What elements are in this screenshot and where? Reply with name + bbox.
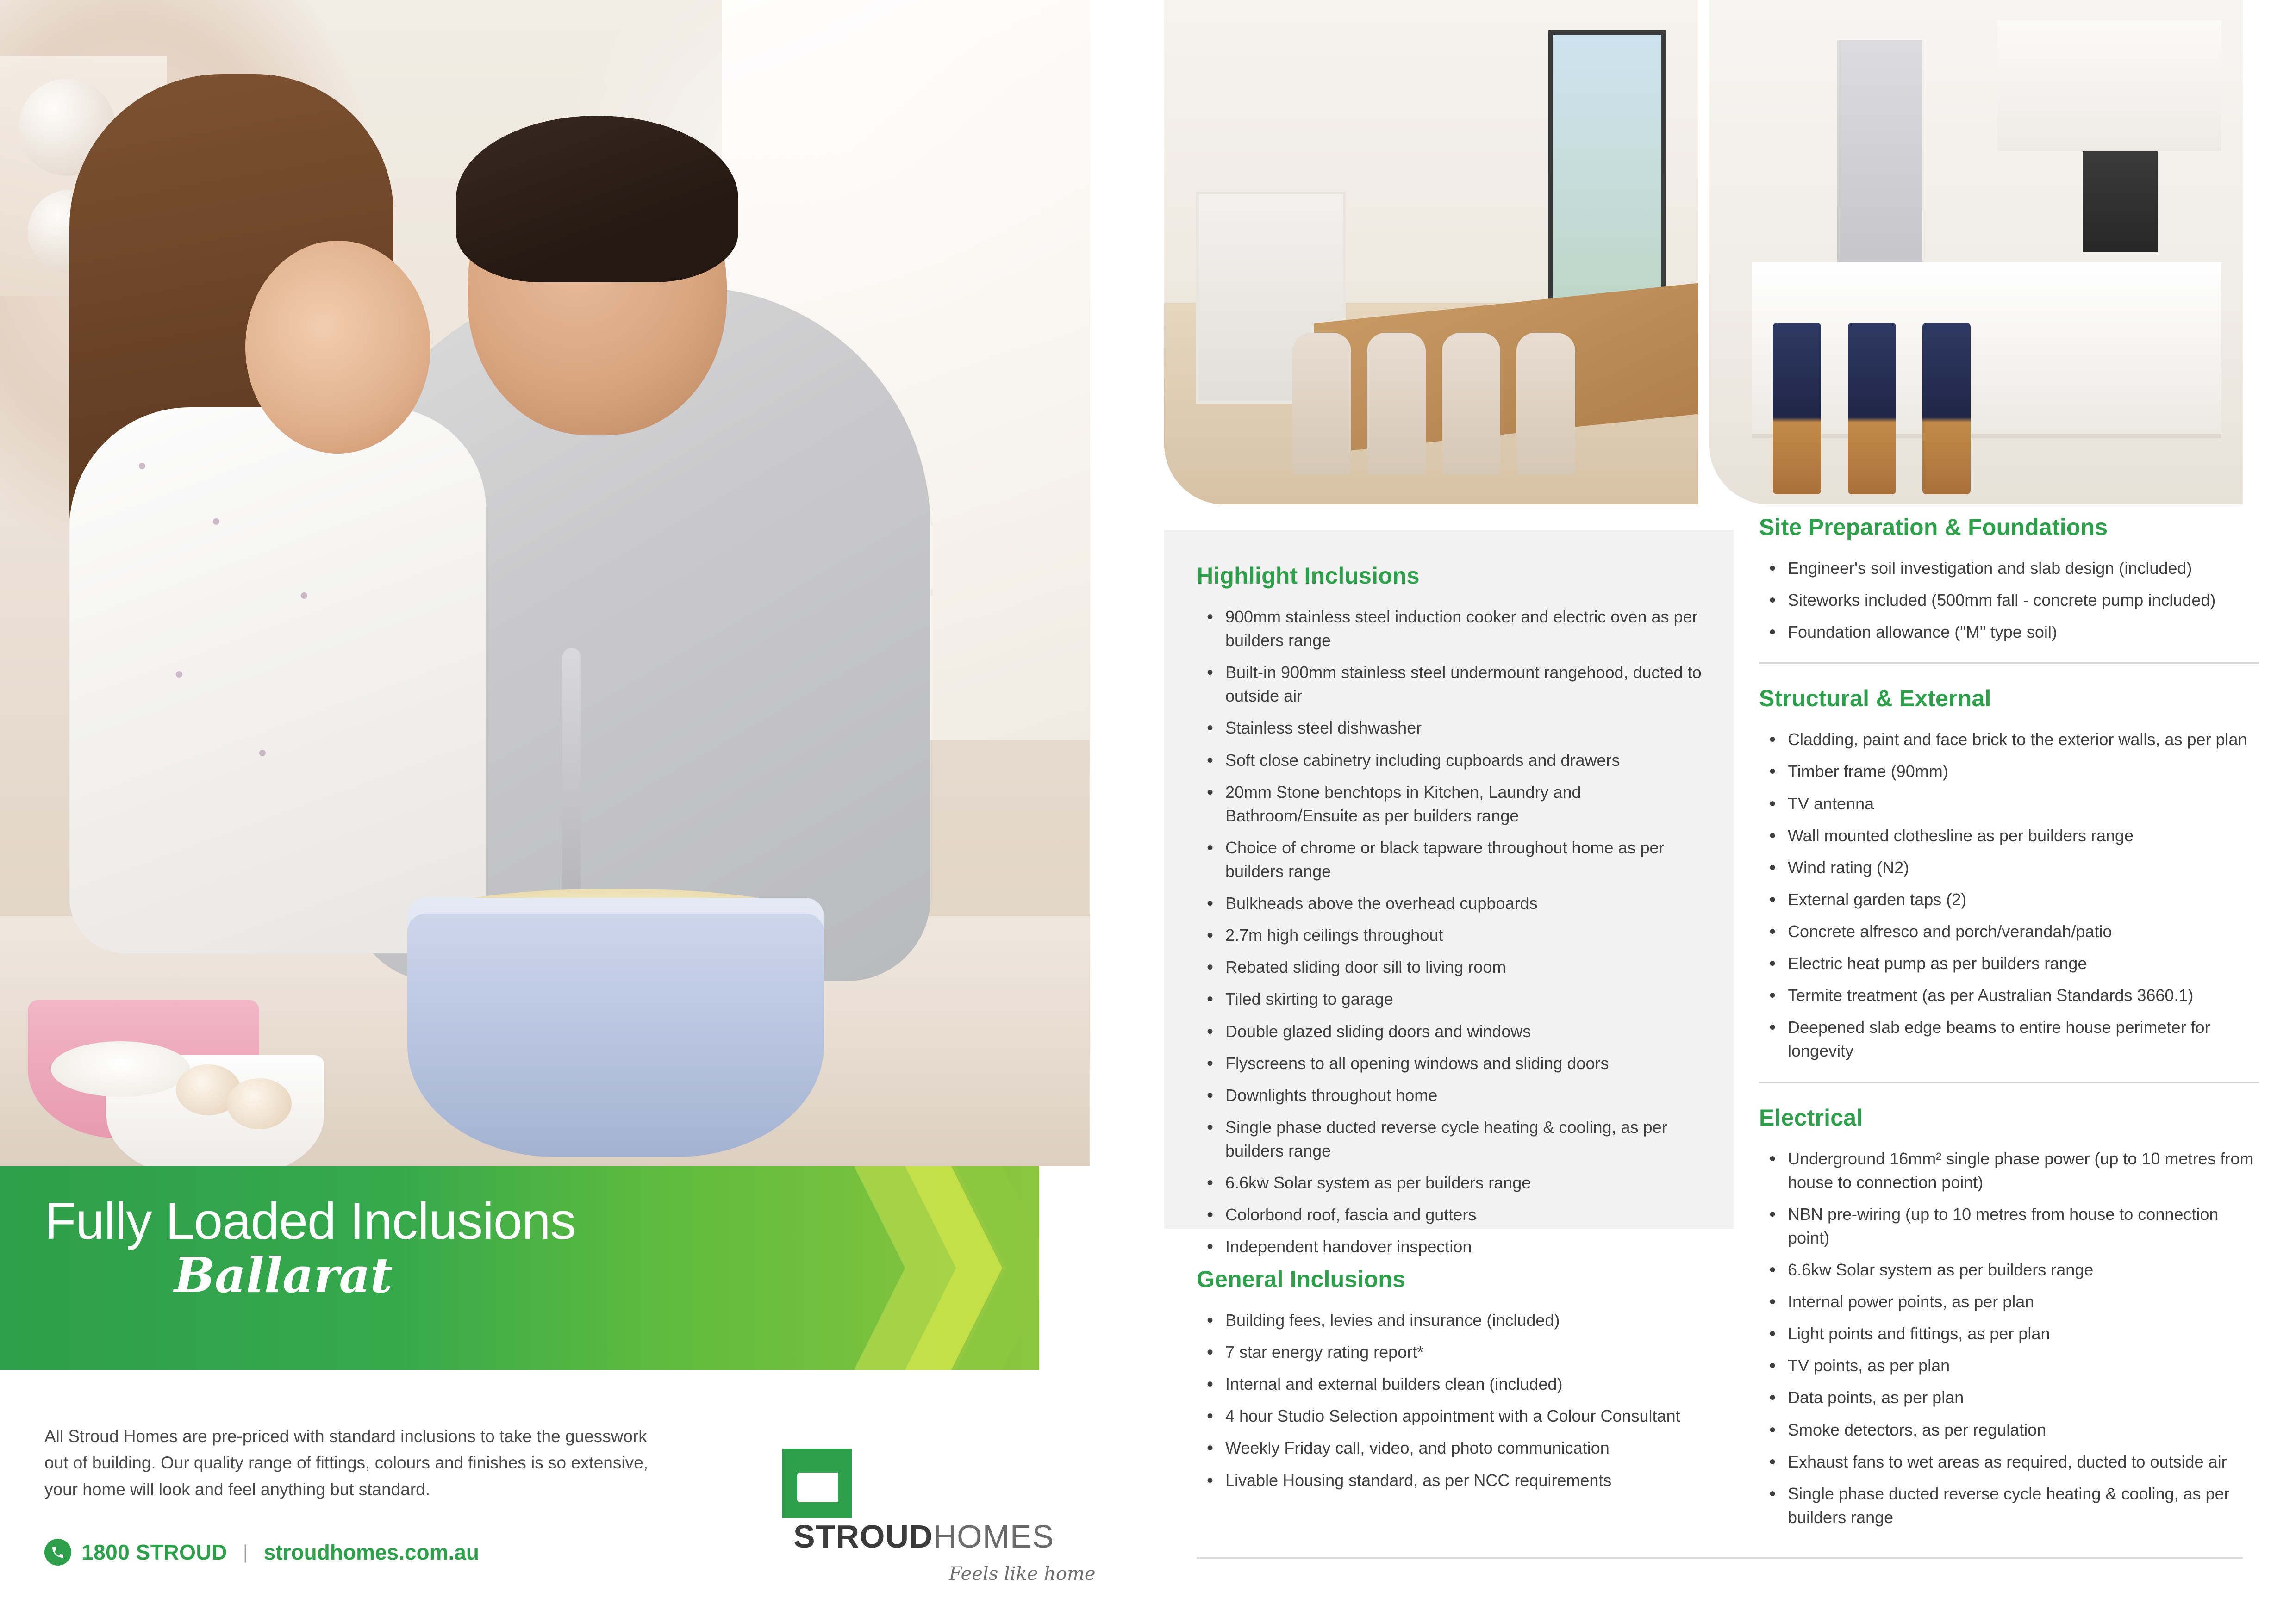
section-electrical — [1759, 1104, 2259, 1529]
list-item: • 900mm stainless steel induction cooker and electric oven as per builders range — [1197, 605, 1703, 652]
kitchen-photo — [1709, 0, 2243, 504]
list-item: • External garden taps (2) — [1759, 888, 2259, 911]
list-item: • Built-in 900mm stainless steel undermount rangehood, ducted to outside air — [1197, 660, 1703, 708]
list-item: • Foundation allowance ("M" type soil) — [1759, 620, 2259, 644]
list-item: • Timber frame (90mm) — [1759, 759, 2259, 783]
list-item: • Bulkheads above the overhead cupboards — [1197, 891, 1703, 915]
list-item: • Siteworks included (500mm fall - concrete pump included) — [1759, 588, 2259, 612]
list-item: • 2.7m high ceilings throughout — [1197, 923, 1703, 947]
list-item: • Light points and fittings, as per plan — [1759, 1322, 2259, 1345]
highlight-inclusions-list — [1197, 605, 1703, 1258]
section-general-inclusions — [1197, 1266, 1710, 1500]
stroud-logo-mark — [782, 1449, 852, 1518]
chevron-graphic — [752, 1166, 1039, 1370]
section-title-general-inclusions: General Inclusions — [1197, 1266, 1405, 1292]
electrical-list — [1759, 1147, 2259, 1529]
list-item: • 6.6kw Solar system as per builders range — [1197, 1171, 1703, 1194]
general-inclusions-list — [1197, 1308, 1710, 1492]
hero-dress-dot — [213, 518, 219, 525]
title-banner — [0, 1166, 1039, 1370]
list-item: • Building fees, levies and insurance (included) — [1197, 1308, 1710, 1332]
hero-dress-dot — [139, 463, 145, 469]
list-item: • Independent handover inspection — [1197, 1235, 1703, 1258]
kitchen-photo-upper-cabinets — [1997, 20, 2221, 151]
section-highlight-inclusions — [1197, 562, 1703, 1267]
kitchen-photo-stool — [1848, 323, 1896, 495]
list-item: • NBN pre-wiring (up to 10 metres from house to connection point) — [1759, 1202, 2259, 1250]
list-item: • Underground 16mm² single phase power (up to 10 metres from house to connection point) — [1759, 1147, 2259, 1194]
list-item: • 6.6kw Solar system as per builders range — [1759, 1258, 2259, 1281]
dining-photo-chair — [1442, 333, 1501, 474]
page-subtitle-location: Ballarat — [174, 1246, 393, 1304]
list-item: • Internal and external builders clean (included) — [1197, 1372, 1710, 1396]
stroud-homes-logo — [782, 1449, 1097, 1585]
list-item: • Flyscreens to all opening windows and sliding doors — [1197, 1051, 1703, 1075]
logo-homes-text: HOMES — [933, 1518, 1054, 1555]
list-item: • Wall mounted clothesline as per builders range — [1759, 824, 2259, 847]
section-site-preparation-foundations — [1759, 514, 2259, 644]
section-title-highlight-inclusions: Highlight Inclusions — [1197, 563, 1420, 589]
list-item: • 20mm Stone benchtops in Kitchen, Laundry and Bathroom/Ensuite as per builders range — [1197, 780, 1703, 827]
contact-divider: | — [243, 1541, 248, 1563]
list-item: • 7 star energy rating report* — [1197, 1340, 1710, 1364]
intro-blurb: All Stroud Homes are pre-priced with standard inclusions to take the guesswork out of building. Our quality range of fittings, colours and finishes is so extensive, your home will look and feel anything but standard. — [44, 1427, 648, 1499]
section-title-electrical: Electrical — [1759, 1104, 1863, 1131]
kitchen-photo-oven — [2083, 151, 2157, 252]
hero-dress-dot — [259, 750, 266, 756]
hero-flour — [51, 1041, 190, 1097]
list-item: • Data points, as per plan — [1759, 1386, 2259, 1409]
list-item: • Colorbond roof, fascia and gutters — [1197, 1203, 1703, 1226]
list-item: • Double glazed sliding doors and windows — [1197, 1020, 1703, 1043]
section-structural-external — [1759, 685, 2259, 1063]
hero-girl-dress — [69, 407, 486, 953]
list-item: • Engineer's soil investigation and slab design (included) — [1759, 556, 2259, 580]
bottom-divider — [1197, 1557, 2243, 1559]
hero-whisk — [562, 648, 581, 898]
section-title-site-preparation: Site Preparation & Foundations — [1759, 514, 2108, 540]
hero-dress-dot — [301, 592, 307, 599]
contact-row — [44, 1539, 479, 1566]
list-item: • Choice of chrome or black tapware throughout home as per builders range — [1197, 836, 1703, 883]
logo-stroud-text: STROUD — [793, 1518, 933, 1555]
hero-girl-face — [245, 241, 430, 454]
dining-photo-chair — [1367, 333, 1426, 474]
section-title-structural-external: Structural & External — [1759, 685, 1991, 712]
logo-tagline: Feels like home — [949, 1563, 1096, 1585]
page-title: Fully Loaded Inclusions — [44, 1192, 576, 1250]
dining-room-photo — [1164, 0, 1698, 504]
list-item: • Deepened slab edge beams to entire house perimeter for longevity — [1759, 1015, 2259, 1063]
kitchen-photo-fridge — [1837, 40, 1922, 282]
list-item: • Smoke detectors, as per regulation — [1759, 1418, 2259, 1442]
photo-row — [1164, 0, 2243, 504]
kitchen-photo-stool — [1922, 323, 1971, 495]
contact-website[interactable]: stroudhomes.com.au — [263, 1540, 479, 1564]
list-item: • Soft close cabinetry including cupboards and drawers — [1197, 748, 1703, 772]
list-item: • Termite treatment (as per Australian Standards 3660.1) — [1759, 983, 2259, 1007]
list-item: • TV antenna — [1759, 792, 2259, 815]
phone-icon — [44, 1539, 71, 1566]
hero-photo — [0, 0, 1090, 1166]
kitchen-photo-island-bench — [1752, 262, 2221, 434]
list-item: • Electric heat pump as per builders range — [1759, 951, 2259, 975]
dining-photo-chair — [1292, 333, 1351, 474]
list-item: • Rebated sliding door sill to living room — [1197, 955, 1703, 979]
list-item: • Downlights throughout home — [1197, 1083, 1703, 1107]
hero-mixing-bowl — [407, 898, 824, 1157]
list-item: • Internal power points, as per plan — [1759, 1290, 2259, 1313]
list-item: • Tiled skirting to garage — [1197, 987, 1703, 1011]
dining-photo-chair — [1516, 333, 1575, 474]
divider — [1759, 1082, 2259, 1083]
right-inner-column — [1759, 514, 2259, 1537]
hero-dress-dot — [176, 671, 182, 678]
list-item: • Livable Housing standard, as per NCC requirements — [1197, 1468, 1710, 1492]
list-item: • 4 hour Studio Selection appointment with a Colour Consultant — [1197, 1404, 1710, 1428]
list-item: • Exhaust fans to wet areas as required, ducted to outside air — [1759, 1450, 2259, 1474]
structural-external-list — [1759, 728, 2259, 1063]
list-item: • Single phase ducted reverse cycle heating & cooling, as per builders range — [1759, 1482, 2259, 1529]
list-item: • Cladding, paint and face brick to the exterior walls, as per plan — [1759, 728, 2259, 751]
list-item: • TV points, as per plan — [1759, 1354, 2259, 1377]
list-item: • Weekly Friday call, video, and photo communication — [1197, 1436, 1710, 1460]
contact-phone[interactable]: 1800 STROUD — [81, 1540, 227, 1564]
hero-man-hair — [456, 116, 738, 282]
dining-photo-sliding-door — [1548, 30, 1666, 323]
list-item: • Stainless steel dishwasher — [1197, 716, 1703, 740]
stroud-logo-wordmark — [793, 1518, 1054, 1555]
list-item: • Single phase ducted reverse cycle heating & cooling, as per builders range — [1197, 1115, 1703, 1163]
divider — [1759, 662, 2259, 664]
site-preparation-list — [1759, 556, 2259, 644]
list-item: • Concrete alfresco and porch/verandah/patio — [1759, 920, 2259, 943]
kitchen-photo-stool — [1773, 323, 1821, 495]
hero-egg — [227, 1078, 292, 1129]
left-column — [0, 0, 1096, 1623]
list-item: • Wind rating (N2) — [1759, 856, 2259, 879]
banner-text-block — [44, 1192, 576, 1304]
